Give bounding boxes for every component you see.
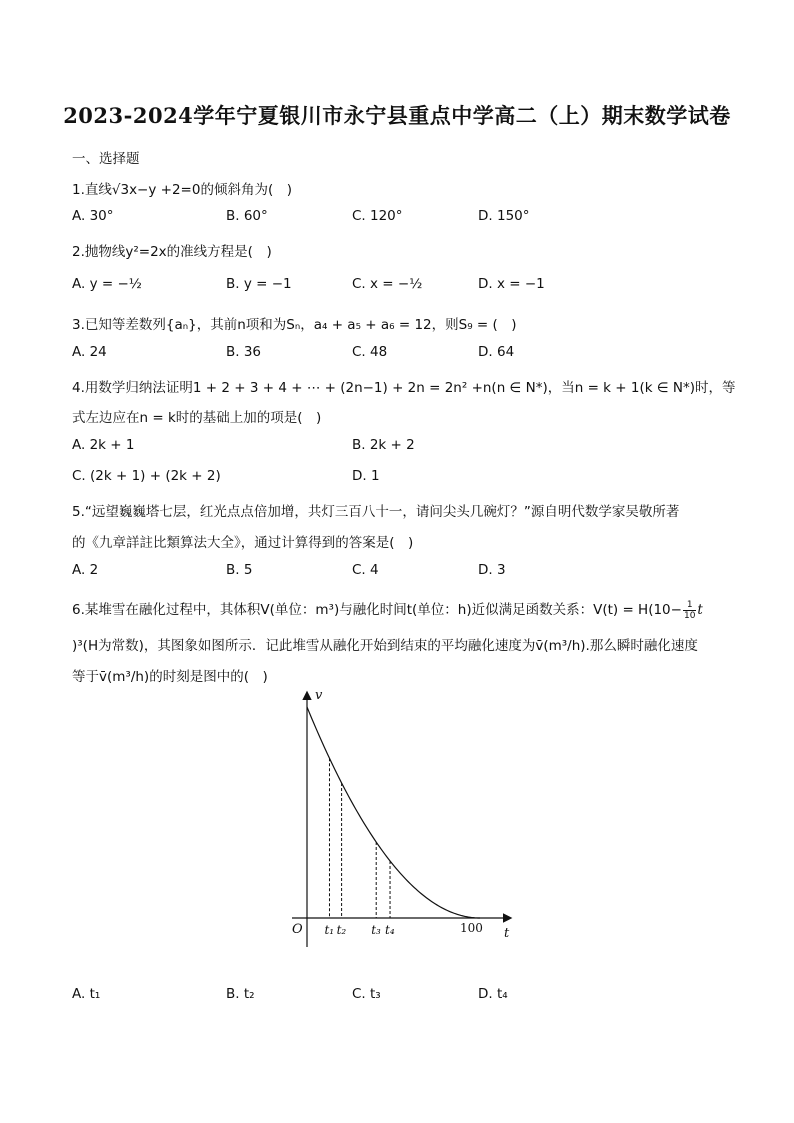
- q3-option-a: A. 24: [72, 344, 107, 360]
- q5-option-c: C. 4: [352, 562, 379, 578]
- tick-label-1: t₁: [324, 923, 335, 937]
- q6-fraction-denominator: 10: [683, 610, 696, 621]
- q3-option-c: C. 48: [352, 344, 388, 360]
- q6-line1-text: 6.某堆雪在融化过程中，其体积V(单位：m³)与融化时间t(单位：h)近似满足函数关系：V(t) = H(10−: [72, 602, 682, 618]
- q2-option-d: D. x = −1: [478, 276, 545, 292]
- q4-option-c: C. (2k + 1) + (2k + 2): [72, 468, 221, 484]
- q4-option-a: A. 2k + 1: [72, 437, 135, 453]
- end-tick-label: 100: [460, 921, 483, 935]
- q6-option-d: D. t₄: [478, 986, 508, 1002]
- question-6-stem-line2: )³(H为常数)，其图象如图所示．记此堆雪从融化开始到结束的平均融化速度为v̄(m³/h).那么瞬时融化速度: [72, 638, 698, 654]
- q6-option-b: B. t₂: [226, 986, 255, 1002]
- q2-option-c: C. x = −½: [352, 276, 423, 292]
- q3-option-b: B. 36: [226, 344, 262, 360]
- q1-option-b: B. 60°: [226, 208, 268, 224]
- x-axis-label: t: [504, 926, 510, 941]
- q6-option-a: A. t₁: [72, 986, 101, 1002]
- question-4-stem-line2: 式左边应在n = k时的基础上加的项是( ): [72, 410, 322, 426]
- q2-option-b: B. y = −1: [226, 276, 292, 292]
- q1-option-a: A. 30°: [72, 208, 114, 224]
- origin-label: O: [292, 922, 303, 937]
- question-1-stem: 1.直线√3x−y +2=0的倾斜角为( ): [72, 182, 292, 198]
- question-6-stem-line1: [72, 598, 703, 621]
- question-6-stem-line3: 等于v̄(m³/h)的时刻是图中的( ): [72, 669, 268, 685]
- q1-option-c: C. 120°: [352, 208, 403, 224]
- section-heading: 一、选择题: [72, 151, 140, 167]
- q5-option-a: A. 2: [72, 562, 99, 578]
- y-axis-label: v: [315, 688, 323, 703]
- q5-option-d: D. 3: [478, 562, 506, 578]
- tick-label-4: t₄: [385, 923, 395, 937]
- q1-option-d: D. 150°: [478, 208, 530, 224]
- q6-fraction-numerator: 1: [683, 600, 696, 611]
- q2-option-a: A. y = −½: [72, 276, 142, 292]
- melting-speed-graph: [270, 685, 530, 953]
- page-title: 2023-2024学年宁夏银川市永宁县重点中学高二（上）期末数学试卷: [63, 103, 731, 128]
- q4-option-b: B. 2k + 2: [352, 437, 415, 453]
- question-5-stem-line1: 5.“远望巍巍塔七层，红光点点倍加增，共灯三百八十一，请问尖头几碗灯？”源自明代数学家吴敬所著: [72, 504, 680, 520]
- velocity-curve: [307, 707, 480, 918]
- q6-fraction: [683, 600, 696, 621]
- question-3-stem: 3.已知等差数列{aₙ}，其前n项和为Sₙ，a₄ + a₅ + a₆ = 12，则S₉ = ( ): [72, 317, 517, 333]
- q4-option-d: D. 1: [352, 468, 380, 484]
- tick-label-3: t₃: [371, 923, 381, 937]
- q5-option-b: B. 5: [226, 562, 253, 578]
- question-4-stem-line1: 4.用数学归纳法证明1 + 2 + 3 + 4 + ⋯ + (2n−1) + 2n = 2n² +n(n ∈ N*)，当n = k + 1(k ∈ N*)时，等: [72, 380, 736, 396]
- tick-label-2: t₂: [336, 923, 347, 937]
- q3-option-d: D. 64: [478, 344, 515, 360]
- question-5-stem-line2: 的《九章詳註比類算法大全》，通过计算得到的答案是( ): [72, 535, 414, 551]
- question-2-stem: 2.抛物线y²=2x的准线方程是( ): [72, 244, 272, 260]
- q6-option-c: C. t₃: [352, 986, 381, 1002]
- q6-fraction-variable: t: [697, 602, 703, 618]
